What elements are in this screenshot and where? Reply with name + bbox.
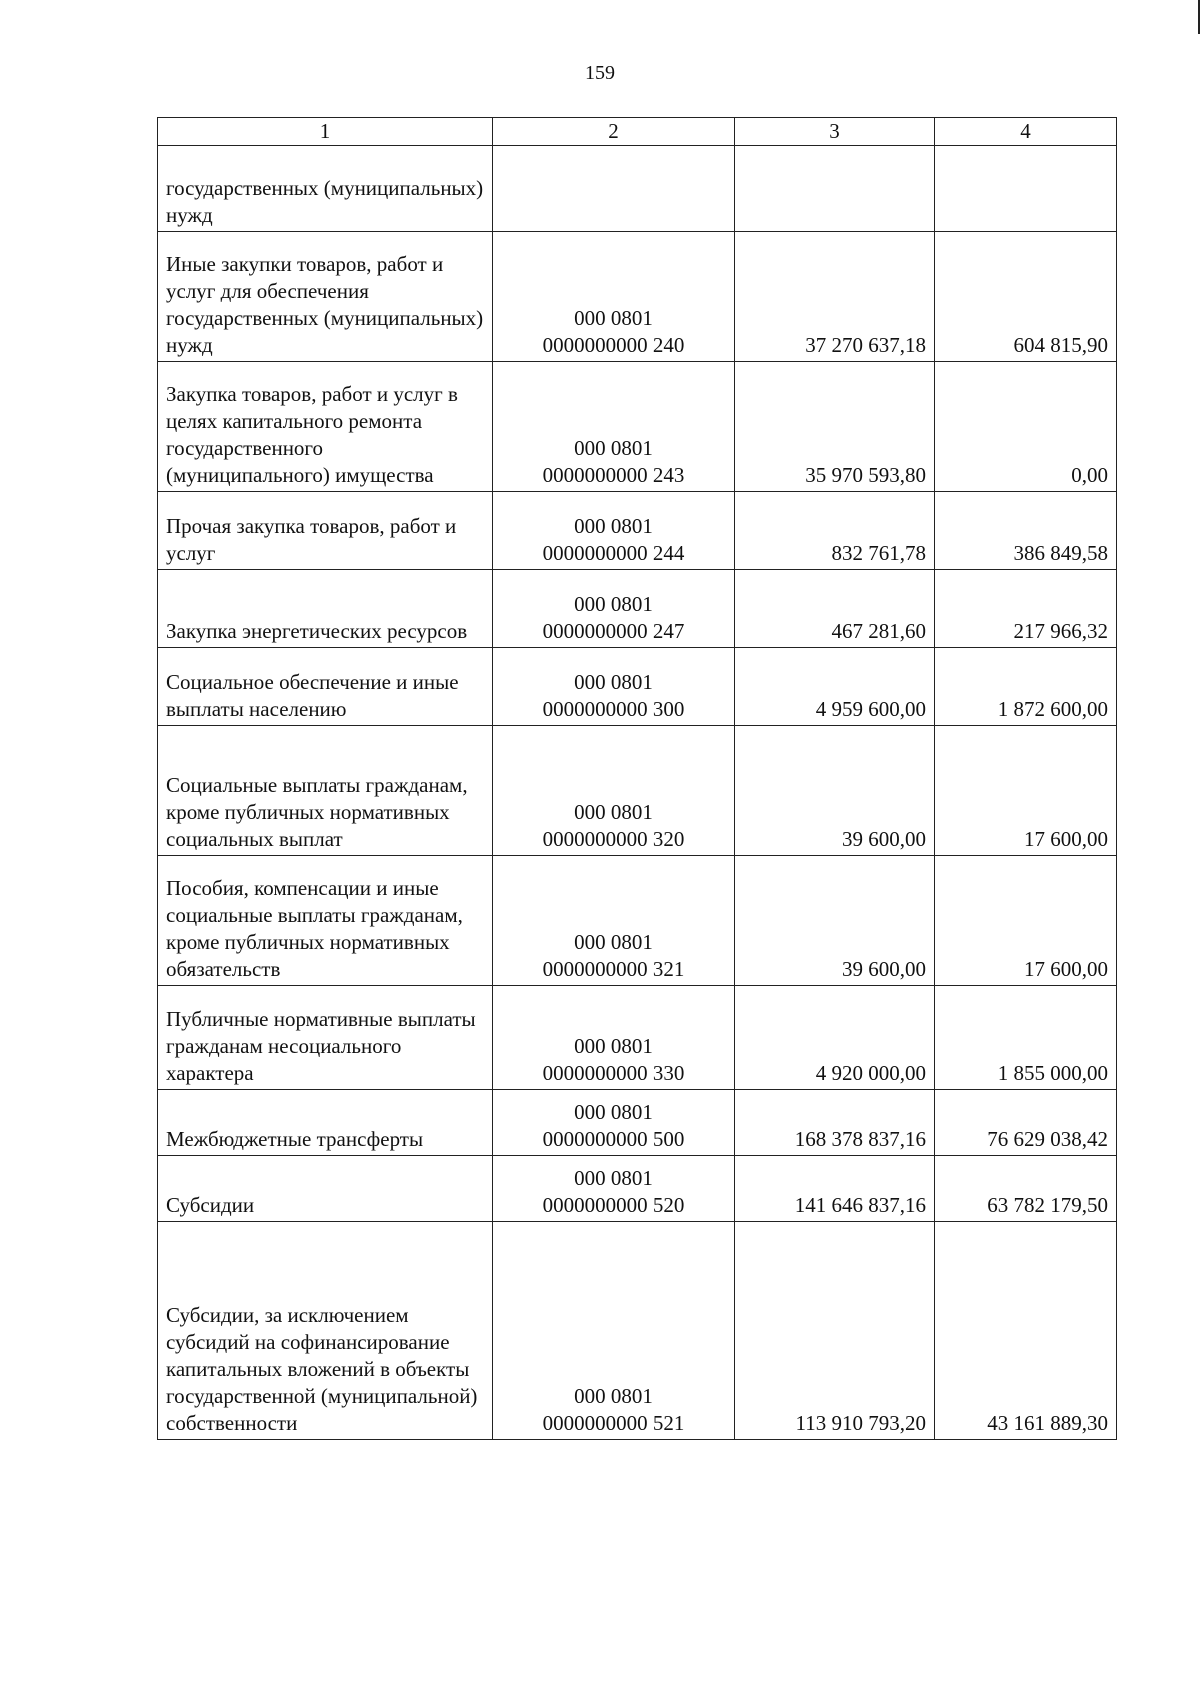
row-name: Субсидии [158, 1156, 493, 1222]
row-col3: 39 600,00 [735, 726, 935, 856]
row-col3: 141 646 837,16 [735, 1156, 935, 1222]
table-row [158, 986, 1117, 1090]
row-code: 000 0801 0000000000 244 [493, 492, 735, 570]
row-col4: 17 600,00 [935, 856, 1117, 986]
table-row [158, 146, 1117, 232]
row-name: Иные закупки товаров, работ и услуг для обеспечения государственных (муниципальных) нужд [158, 232, 493, 362]
table-row [158, 1090, 1117, 1156]
row-col4: 1 855 000,00 [935, 986, 1117, 1090]
column-header: 1 [158, 118, 493, 146]
row-code: 000 0801 0000000000 500 [493, 1090, 735, 1156]
row-name: Закупка товаров, работ и услуг в целях капитального ремонта государственного (муниципального) имущества [158, 362, 493, 492]
row-code: 000 0801 0000000000 521 [493, 1222, 735, 1440]
row-col4: 0,00 [935, 362, 1117, 492]
row-name: Социальные выплаты гражданам, кроме публичных нормативных социальных выплат [158, 726, 493, 856]
row-name: Пособия, компенсации и иные социальные выплаты гражданам, кроме публичных нормативных обязательств [158, 856, 493, 986]
row-code: 000 0801 0000000000 330 [493, 986, 735, 1090]
row-col3: 467 281,60 [735, 570, 935, 648]
row-name: Закупка энергетических ресурсов [158, 570, 493, 648]
table-row [158, 362, 1117, 492]
row-name: государственных (муниципальных) нужд [158, 146, 493, 232]
table-row [158, 232, 1117, 362]
row-col4: 17 600,00 [935, 726, 1117, 856]
row-col4: 386 849,58 [935, 492, 1117, 570]
row-col4: 63 782 179,50 [935, 1156, 1117, 1222]
column-header: 4 [935, 118, 1117, 146]
budget-table [157, 117, 1117, 1440]
row-col4: 217 966,32 [935, 570, 1117, 648]
row-name: Субсидии, за исключением субсидий на софинансирование капитальных вложений в объекты государственной (муниципальной) собственности [158, 1222, 493, 1440]
column-header: 3 [735, 118, 935, 146]
row-col3: 113 910 793,20 [735, 1222, 935, 1440]
column-header: 2 [493, 118, 735, 146]
row-name: Межбюджетные трансферты [158, 1090, 493, 1156]
row-col4: 1 872 600,00 [935, 648, 1117, 726]
table-row [158, 570, 1117, 648]
row-code: 000 0801 0000000000 321 [493, 856, 735, 986]
row-col3: 37 270 637,18 [735, 232, 935, 362]
table-row [158, 648, 1117, 726]
row-name: Социальное обеспечение и иные выплаты населению [158, 648, 493, 726]
row-col4: 76 629 038,42 [935, 1090, 1117, 1156]
page-number: 159 [585, 62, 615, 84]
row-col3: 4 959 600,00 [735, 648, 935, 726]
row-name: Прочая закупка товаров, работ и услуг [158, 492, 493, 570]
row-code: 000 0801 0000000000 243 [493, 362, 735, 492]
row-code: 000 0801 0000000000 520 [493, 1156, 735, 1222]
row-col3: 168 378 837,16 [735, 1090, 935, 1156]
row-col4: 604 815,90 [935, 232, 1117, 362]
row-code: 000 0801 0000000000 300 [493, 648, 735, 726]
row-code: 000 0801 0000000000 247 [493, 570, 735, 648]
table-row [158, 1156, 1117, 1222]
row-col3 [735, 146, 935, 232]
row-name: Публичные нормативные выплаты гражданам несоциального характера [158, 986, 493, 1090]
table-row [158, 726, 1117, 856]
row-col4 [935, 146, 1117, 232]
row-col3: 832 761,78 [735, 492, 935, 570]
row-col3: 4 920 000,00 [735, 986, 935, 1090]
row-code [493, 146, 735, 232]
row-code: 000 0801 0000000000 320 [493, 726, 735, 856]
table-row [158, 856, 1117, 986]
column-number-row [158, 118, 1117, 146]
row-col3: 35 970 593,80 [735, 362, 935, 492]
table-row [158, 492, 1117, 570]
table-row [158, 1222, 1117, 1440]
row-col4: 43 161 889,30 [935, 1222, 1117, 1440]
row-code: 000 0801 0000000000 240 [493, 232, 735, 362]
row-col3: 39 600,00 [735, 856, 935, 986]
